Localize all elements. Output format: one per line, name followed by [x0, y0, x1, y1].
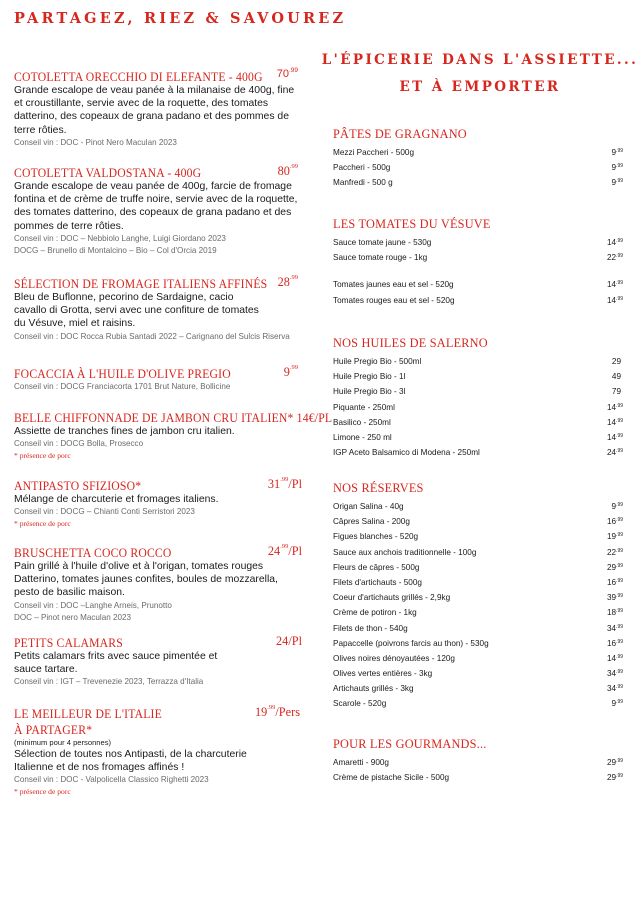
dish-price: $9^{.99}$ [283, 364, 298, 379]
product-row: Sauce tomate rouge - 1kg $22^{.99}$ [333, 253, 623, 263]
product-row: Basilico - 250ml $14^{.99}$ [333, 417, 623, 427]
wine-suggestion: DOCG – Brunello di Montalcino – Bio – Col d'Orcia 2019 [14, 245, 217, 255]
dish-name: BELLE CHIFFONNADE DE JAMBON CRU ITALIEN* 14€/PL [14, 411, 333, 425]
dish-description: Mélange de charcuterie et fromages italiens. [14, 494, 219, 505]
product-row: Figues blanches - 520g $19^{.99}$ [333, 532, 623, 542]
wine-suggestion: Conseil vin : DOCG – Chianti Conti Serristori 2023 [14, 507, 195, 517]
dish-name: COTOLETTA VALDOSTANA - 400G [14, 166, 202, 180]
product-row: Limone - 250 ml $14^{.99}$ [333, 432, 623, 442]
dish-price: $24^{.99}/Pl$ [267, 543, 302, 558]
product-row: Crème de pistache Sicile - 500g $29^{.99}$ [333, 773, 623, 783]
section-huiles [333, 336, 623, 460]
wine-suggestion: Conseil vin : DOCG Bolla, Prosecco [14, 439, 144, 449]
page-title-right-line1: L'ÉPICERIE DANS L'ASSIETTE... [321, 52, 639, 68]
product-row: Fleurs de câpres - 500g $29^{.99}$ [333, 562, 623, 572]
dish-item [14, 275, 302, 343]
section-tomates [333, 217, 623, 308]
dish-item [14, 705, 302, 798]
wine-suggestion: Conseil vin : IGT – Trevenezie 2023, Terrazza d'Italia [14, 677, 204, 687]
dish-description: Grande escalope de veau panée de 400g, farcie de fromage fontina et de crème de truffe noire, servie avec de la roquette, des tomates datterino, des copeaux de grana padano et des pommes de terre rôties. [14, 181, 298, 232]
dish-item [14, 68, 302, 149]
dish-item [14, 477, 302, 530]
section-title: NOS RÉSERVES [333, 481, 424, 495]
product-row: Filets de thon - 540g $34^{.99}$ [333, 623, 623, 633]
dish-name: FOCACCIA À L'HUILE D'OLIVE PREGIO [14, 367, 231, 381]
product-row: Origan Salina - 40g $9^{.99}$ [333, 502, 623, 511]
product-row: Sauce tomate jaune - 530g $14^{.99}$ [333, 238, 623, 247]
wine-suggestion: Conseil vin : DOC – Nebbiolo Langhe, Luigi Giordano 2023 [14, 233, 226, 243]
wine-suggestion: Conseil vin : DOC –Langhe Arneis, Prunotto [14, 600, 172, 610]
section-title: POUR LES GOURMANDS... [333, 737, 487, 751]
product-row: Papaccelle (poivrons farcis au thon) - 530g $16^{.99}$ [333, 638, 623, 648]
product-row: Huile Pregio Bio - 3l 79 [333, 387, 621, 397]
product-row: Mezzi Paccheri - 500g $9^{.99}$ [333, 148, 623, 157]
dish-price: $28^{.99}$ [277, 274, 298, 289]
dish-price: $80^{.99}$ [277, 163, 298, 178]
product-row: Tomates jaunes eau et sel - 520g $14^{.99}$ [333, 280, 623, 290]
dish-price: $19^{.99}$/Pers [254, 704, 300, 719]
product-row: Amaretti - 900g $29^{.99}$ [333, 758, 623, 767]
product-row: Artichauts grillés - 3kg $34^{.99}$ [333, 684, 623, 694]
pork-note: * présence de porc [14, 519, 71, 529]
pork-note: * présence de porc [14, 451, 71, 461]
dish-name: LE MEILLEUR DE L'ITALIE [14, 707, 162, 721]
dish-description: Pain grillé à l'huile d'olive et à l'origan, tomates rouges Datterino, tomates jaunes confites, boules de mozzarella, pesto de basilic maison. [14, 561, 278, 599]
dish-price: $31^{.99}/Pl$ [267, 476, 302, 491]
product-row: Filets d'artichauts - 500g $16^{.99}$ [333, 577, 623, 587]
product-row: Piquante - 250ml $14^{.99}$ [333, 402, 623, 412]
product-row: IGP Aceto Balsamico di Modena - 250ml $24^{.99}$ [333, 448, 623, 458]
dish-item [14, 544, 302, 624]
dish-name: BRUSCHETTA COCO ROCCO [14, 546, 172, 560]
wine-suggestion: Conseil vin : DOC - Valpolicella Classico Righetti 2023 [14, 775, 209, 785]
dish-price: $70^{.99}$ [276, 67, 298, 80]
dish-item [14, 164, 302, 257]
dish-name: SÉLECTION DE FROMAGE ITALIENS AFFINÉS [14, 277, 268, 291]
dish-description: Grande escalope de veau panée à la milanaise de 400g, fine et croustillante, servie avec de la roquette, des tomates datterino, des copeaux de grana padano et des pommes de terre rôties. [14, 85, 295, 136]
page-title-left: PARTAGEZ, RIEZ & SAVOUREZ [14, 10, 347, 27]
dish-subtitle: (minimum pour 4 personnes) [14, 738, 112, 747]
dish-item [14, 634, 302, 688]
dish-name: COTOLETTA ORECCHIO DI ELEFANTE - 400G [14, 70, 263, 84]
section-title: LES TOMATES DU VÉSUVE [333, 217, 491, 231]
product-row: Huile Pregio Bio - 500ml 29 [333, 357, 621, 366]
section-title: PÂTES DE GRAGNANO [333, 127, 467, 141]
dish-description: Bleu de Buflonne, pecorino de Sardaigne, cacio cavallo di Grotta, servi avec une confiture de tomates du Vésuve, miel et raisins. [14, 292, 259, 330]
product-row: Scarole - 520g $9^{.99}$ [333, 699, 623, 709]
product-row: Manfredi - 500 g $9^{.99}$ [333, 178, 623, 188]
section-title: NOS HUILES DE SALERNO [333, 336, 488, 350]
product-row: Olives vertes entières - 3kg $34^{.99}$ [333, 669, 623, 679]
wine-suggestion: DOC – Pinot nero Maculan 2023 [14, 612, 131, 622]
dish-name: ANTIPASTO SFIZIOSO* [14, 479, 142, 493]
page-title-right-line2: ET À EMPORTER [399, 79, 561, 95]
product-row: Huile Pregio Bio - 1l 49 [333, 372, 621, 382]
wine-suggestion: Conseil vin : DOCG Franciacorta 1701 Brut Nature, Bollicine [14, 382, 231, 391]
wine-suggestion: Conseil vin : DOC Rocca Rubia Santadi 2022 – Carignano del Sulcis Riserva [14, 331, 290, 341]
dish-price: 24/Pl [276, 634, 302, 648]
dish-item [14, 365, 302, 393]
section-reserves [333, 481, 623, 712]
dish-description: Sélection de toutes nos Antipasti, de la charcuterie Italienne et de nos fromages affinés ! [14, 749, 247, 774]
section-gourmands [333, 737, 623, 785]
dish-name-line2: À PARTAGER* [14, 723, 93, 737]
product-row: Crème de potiron - 1kg $18^{.99}$ [333, 608, 623, 618]
wine-suggestion: Conseil vin : DOC - Pinot Nero Maculan 2023 [14, 137, 177, 147]
dish-description: Assiette de tranches fines de jambon cru italien. [14, 426, 235, 437]
product-row: Tomates rouges eau et sel - 520g $14^{.99}$ [333, 295, 623, 305]
product-row: Olives noires dénoyautées - 120g $14^{.99}$ [333, 653, 623, 663]
dish-description: Petits calamars frits avec sauce pimentée et sauce tartare. [14, 651, 218, 676]
pork-note: * présence de porc [14, 787, 71, 797]
product-row: Coeur d'artichauts grillés - 2,9kg $39^{.99}$ [333, 593, 623, 603]
product-row: Paccheri - 500g $9^{.99}$ [333, 163, 623, 173]
product-row: Câpres Salina - 200g $16^{.99}$ [333, 517, 623, 527]
product-row: Sauce aux anchois traditionnelle - 100g $22^{.99}$ [333, 547, 623, 557]
section-pates [333, 127, 623, 191]
dish-name: PETITS CALAMARS [14, 636, 123, 650]
dish-item [14, 409, 333, 462]
